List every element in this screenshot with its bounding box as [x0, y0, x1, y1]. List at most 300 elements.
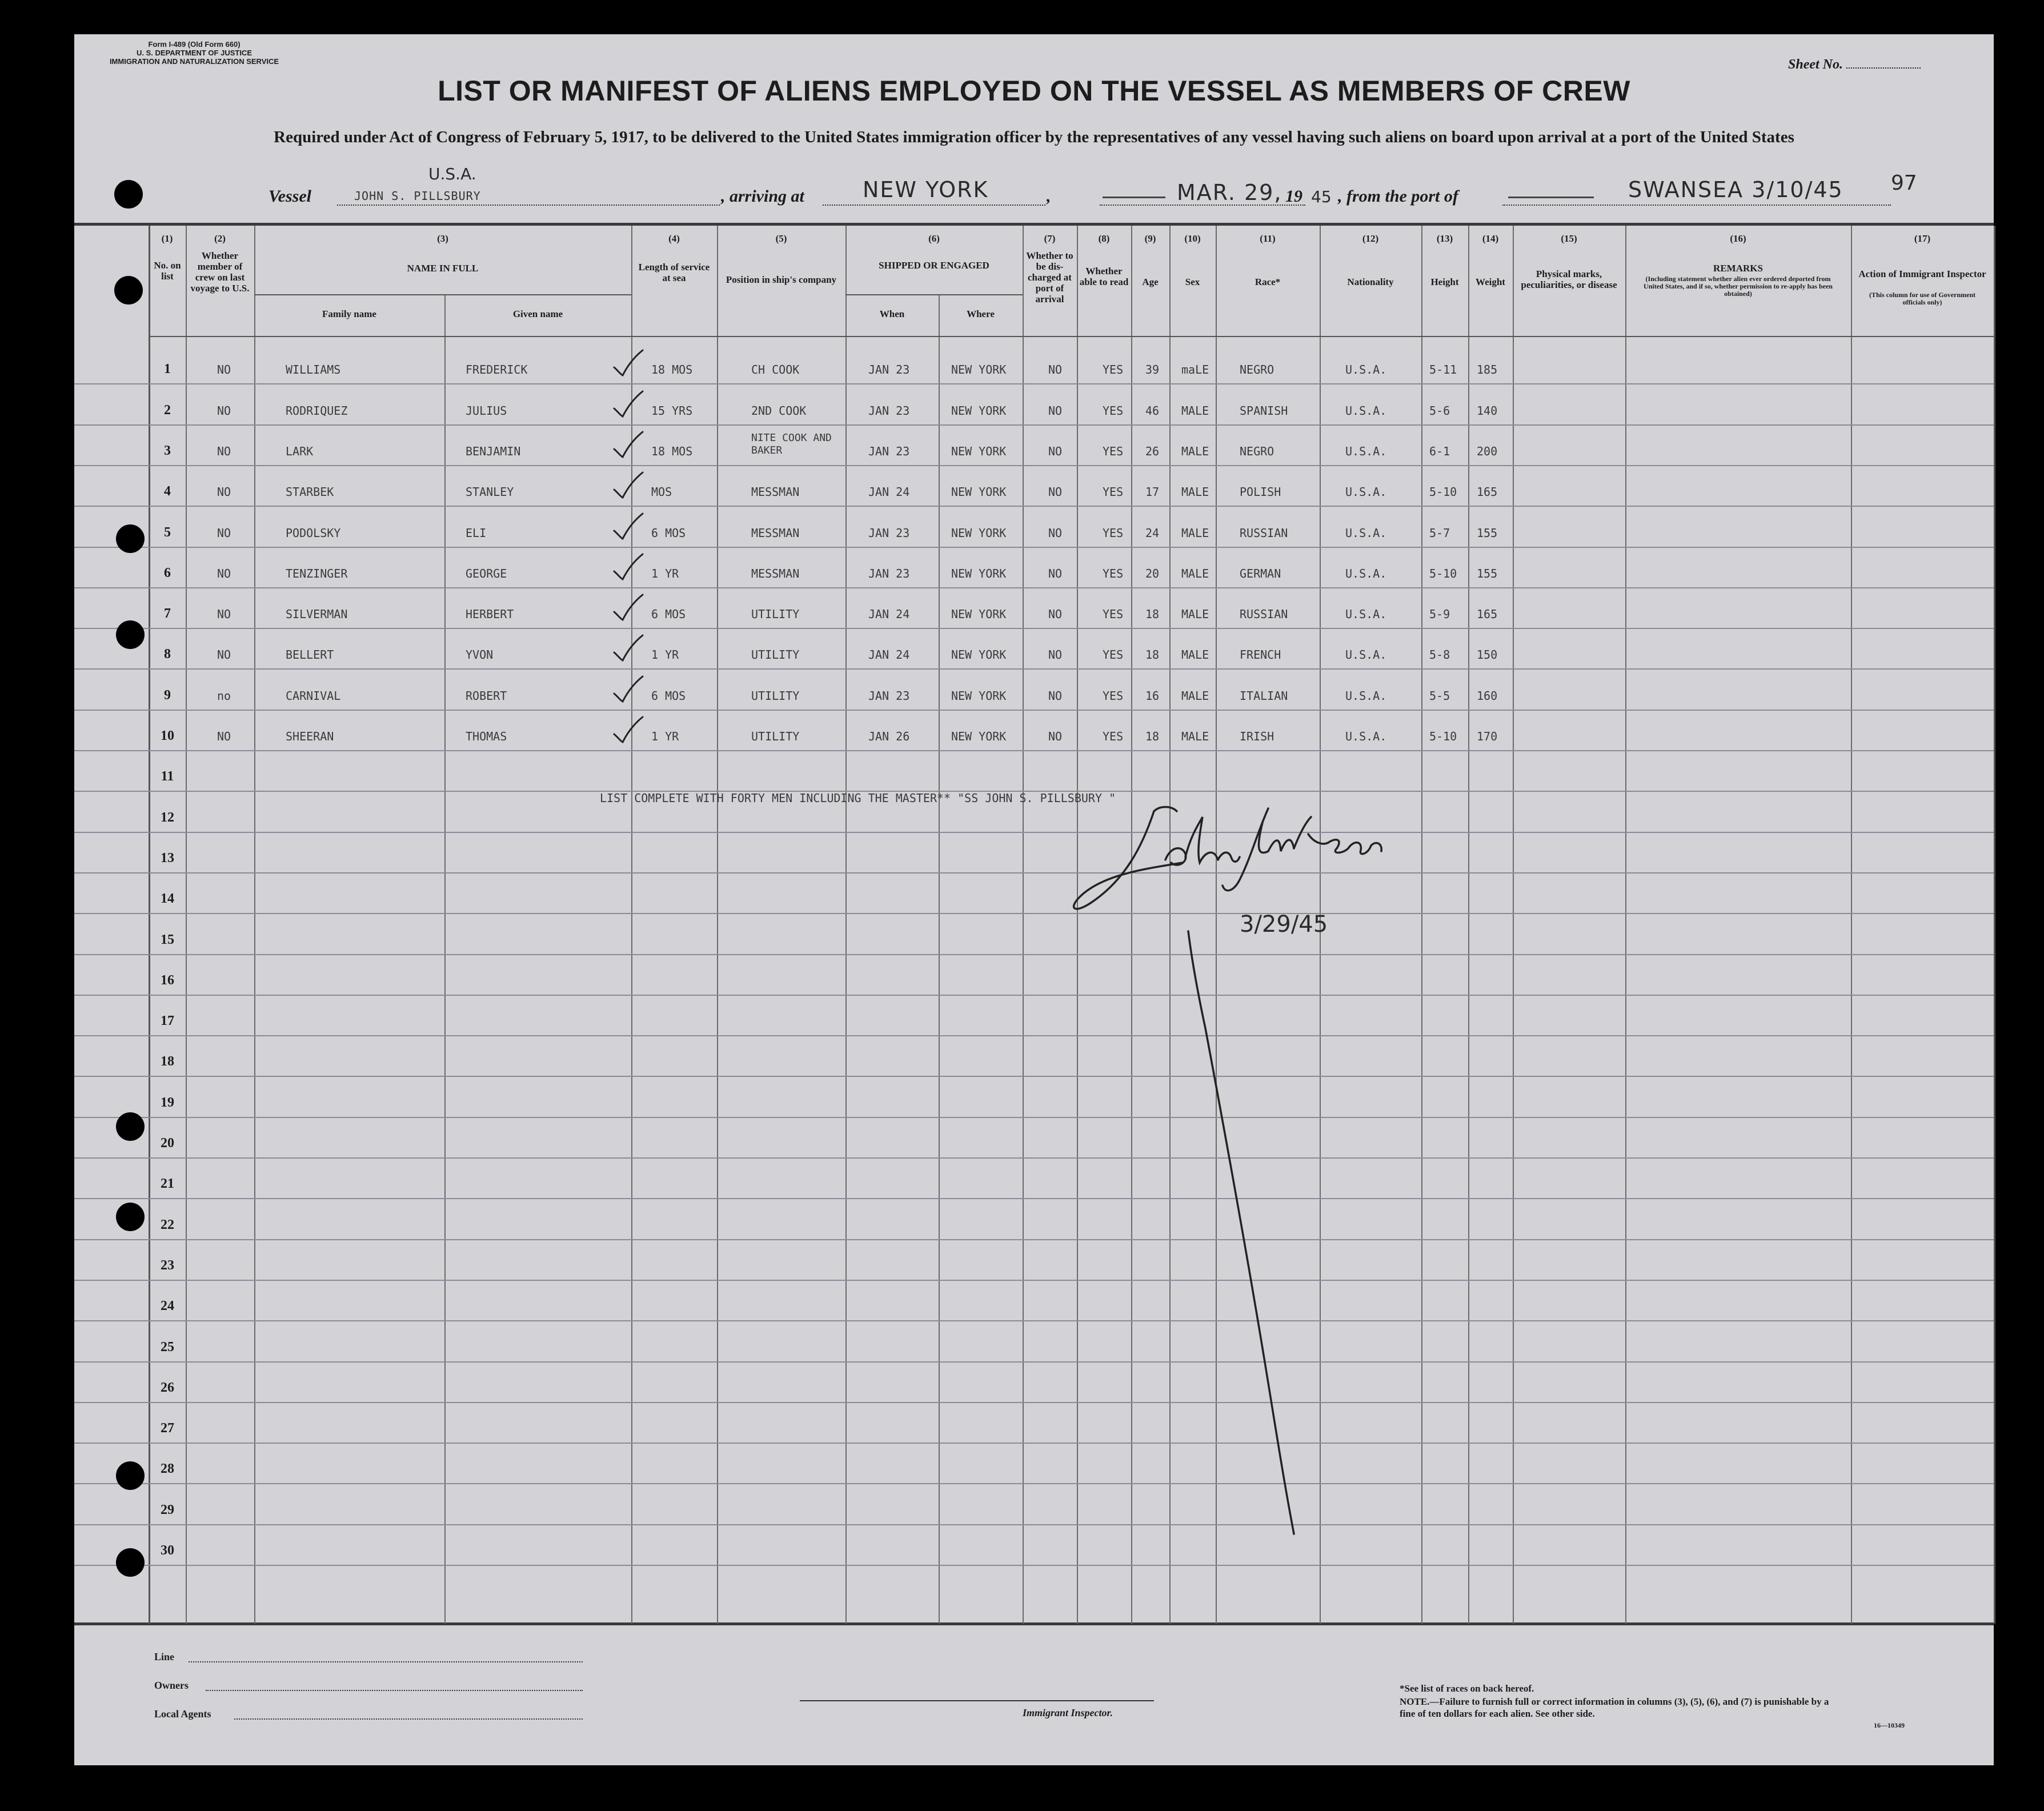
row-rule: [74, 710, 1994, 711]
header-no-on-list: No. on list: [154, 260, 181, 282]
column-divider: [1625, 226, 1626, 1624]
header-action-note: (This column for use of Government officials only): [1869, 291, 1976, 306]
row-number: 5: [164, 524, 171, 540]
row-number: 15: [161, 932, 174, 947]
cell-nationality: U.S.A.: [1345, 730, 1387, 743]
cell-weight: 155: [1477, 526, 1498, 540]
cell-age: 46: [1145, 403, 1160, 418]
cell-race: GERMAN: [1240, 566, 1281, 580]
cell-position: MESSMAN: [751, 526, 800, 540]
row-rule: [74, 1157, 1994, 1159]
cell-given-name: BENJAMIN: [466, 444, 521, 458]
sheet-number-field: [1788, 57, 1921, 73]
cell-weight: 150: [1477, 648, 1498, 662]
document-title: LIST OR MANIFEST OF ALIENS EMPLOYED ON THE VESSEL AS MEMBERS OF CREW: [438, 75, 1630, 107]
cell-family-name: RODRIQUEZ: [286, 403, 348, 418]
cell-nationality: U.S.A.: [1345, 566, 1387, 580]
department-name: U. S. DEPARTMENT OF JUSTICE: [137, 49, 252, 57]
row-number: 14: [161, 891, 174, 907]
owners-label: Owners: [154, 1680, 189, 1691]
cell-length-of-service: 6 MOS: [651, 526, 686, 540]
row-number: 27: [161, 1421, 174, 1436]
cell-shipped-when: JAN 24: [868, 648, 910, 662]
header-sex: Sex: [1185, 277, 1200, 287]
column-divider: [254, 226, 255, 1624]
row-number: 21: [161, 1176, 174, 1192]
name-header-divider: [254, 294, 631, 295]
owners-field-line: [206, 1690, 583, 1691]
service-name: IMMIGRATION AND NATURALIZATION SERVICE: [109, 57, 279, 66]
inspector-signature-line: [800, 1700, 1154, 1701]
row-rule: [74, 750, 1994, 751]
cell-crew-last-voyage: NO: [217, 730, 231, 743]
vessel-label: Vessel: [268, 187, 311, 206]
cell-family-name: STARBEK: [286, 485, 334, 499]
cell-able-to-read: YES: [1103, 363, 1124, 377]
cell-race: POLISH: [1240, 485, 1281, 499]
cell-crew-last-voyage: NO: [217, 526, 231, 540]
cell-given-name: HERBERT: [466, 607, 514, 622]
column-number: (1): [161, 233, 173, 244]
row-rule: [74, 872, 1994, 874]
comma-separator: ,: [1047, 187, 1051, 206]
cell-position: MESSMAN: [751, 566, 800, 580]
column-number: (4): [668, 233, 680, 244]
row-number: 6: [164, 565, 171, 580]
column-divider: [939, 294, 940, 1624]
row-number: 29: [161, 1502, 174, 1517]
cell-race: NEGRO: [1240, 363, 1275, 377]
cell-height: 5-10: [1429, 730, 1457, 743]
cell-discharged: NO: [1048, 566, 1063, 580]
cell-given-name: STANLEY: [466, 485, 514, 499]
cell-given-name: GEORGE: [466, 566, 507, 580]
column-divider: [1023, 226, 1024, 1624]
cell-given-name: JULIUS: [466, 403, 507, 418]
cell-able-to-read: YES: [1103, 526, 1124, 540]
check-mark-icon: [611, 553, 646, 582]
cell-sex: MALE: [1181, 607, 1209, 622]
cell-race: SPANISH: [1240, 403, 1288, 418]
cell-height: 5-10: [1429, 566, 1457, 580]
cell-shipped-where: NEW YORK: [951, 444, 1007, 458]
header-action-inspector: Action of Immigrant Inspector: [1858, 269, 1986, 279]
cell-shipped-when: JAN 23: [868, 688, 910, 703]
row-rule: [74, 587, 1994, 588]
binder-hole: [116, 1203, 145, 1231]
year-prefix: 19: [1285, 187, 1302, 206]
cell-shipped-when: JAN 23: [868, 566, 910, 580]
row-rule: [74, 1524, 1994, 1525]
header-shipped-engaged: SHIPPED OR ENGAGED: [879, 260, 989, 271]
cell-position: UTILITY: [751, 607, 800, 622]
cell-crew-last-voyage: no: [217, 688, 231, 703]
row-rule: [74, 1361, 1994, 1363]
table-bottom-border: [74, 1622, 1994, 1625]
cell-discharged: NO: [1048, 607, 1063, 622]
row-rule: [74, 1239, 1994, 1240]
header-when: When: [879, 308, 905, 319]
cell-sex: MALE: [1181, 566, 1209, 580]
cell-age: 26: [1145, 444, 1160, 458]
cell-sex: MALE: [1181, 730, 1209, 743]
row-rule: [74, 995, 1994, 996]
cell-position: NITE COOK AND BAKER: [751, 431, 832, 456]
cell-shipped-when: JAN 24: [868, 485, 910, 499]
check-mark-icon: [611, 512, 646, 541]
cell-race: FRENCH: [1240, 648, 1281, 662]
check-mark-icon: [611, 431, 646, 459]
cell-nationality: U.S.A.: [1345, 485, 1387, 499]
row-rule: [74, 1483, 1994, 1484]
cell-weight: 200: [1477, 444, 1498, 458]
row-number: 23: [161, 1257, 174, 1273]
cell-position: CH COOK: [751, 363, 800, 377]
cell-given-name: YVON: [466, 648, 494, 662]
cell-shipped-when: JAN 26: [868, 730, 910, 743]
row-number: 8: [164, 647, 171, 662]
row-rule: [74, 424, 1994, 426]
signature-name: [1183, 803, 1310, 823]
cell-family-name: SILVERMAN: [286, 607, 348, 622]
row-rule: [74, 547, 1994, 548]
cell-sex: MALE: [1181, 403, 1209, 418]
cell-able-to-read: YES: [1103, 403, 1124, 418]
row-rule: [74, 1280, 1994, 1281]
cell-able-to-read: YES: [1103, 730, 1124, 743]
column-number: (10): [1184, 233, 1201, 244]
cell-length-of-service: 15 YRS: [651, 403, 693, 418]
row-rule: [74, 465, 1994, 466]
cell-crew-last-voyage: NO: [217, 444, 231, 458]
row-number: 2: [164, 402, 171, 418]
cell-able-to-read: YES: [1103, 648, 1124, 662]
struck-text-mark: [1103, 197, 1165, 198]
cell-length-of-service: 1 YR: [651, 648, 679, 662]
column-number: (17): [1914, 233, 1931, 244]
row-number: 12: [161, 810, 174, 825]
check-mark-icon: [611, 349, 646, 378]
cell-race: NEGRO: [1240, 444, 1275, 458]
cell-sex: maLE: [1181, 363, 1209, 377]
check-mark-icon: [611, 471, 646, 500]
row-number: 9: [164, 687, 171, 703]
row-number: 25: [161, 1339, 174, 1355]
cell-weight: 170: [1477, 730, 1498, 743]
cell-able-to-read: YES: [1103, 566, 1124, 580]
cell-shipped-where: NEW YORK: [951, 526, 1007, 540]
row-number: 28: [161, 1461, 174, 1477]
check-mark-icon: [611, 716, 646, 744]
check-mark-icon: [611, 675, 646, 704]
cell-shipped-where: NEW YORK: [951, 363, 1007, 377]
cell-discharged: NO: [1048, 688, 1063, 703]
cell-family-name: SHEERAN: [286, 730, 334, 743]
header-family-name: Family name: [322, 308, 376, 319]
column-number: (12): [1362, 233, 1379, 244]
check-mark-icon: [611, 634, 646, 663]
row-number: 19: [161, 1095, 174, 1110]
binder-hole: [116, 524, 145, 553]
cell-shipped-where: NEW YORK: [951, 688, 1007, 703]
from-port-field-line: [1502, 205, 1891, 206]
cell-sex: MALE: [1181, 526, 1209, 540]
cell-age: 18: [1145, 607, 1160, 622]
cell-family-name: TENZINGER: [286, 566, 348, 580]
row-rule: [74, 913, 1994, 914]
column-divider: [1851, 226, 1852, 1624]
column-number: (7): [1044, 233, 1056, 244]
cell-weight: 185: [1477, 363, 1498, 377]
column-number: (15): [1561, 233, 1577, 244]
column-divider: [1994, 226, 1995, 1624]
column-divider: [186, 226, 187, 1624]
check-mark-icon: [611, 390, 646, 419]
cell-height: 5-11: [1429, 363, 1457, 377]
line-label: Line: [154, 1651, 175, 1662]
cell-race: IRISH: [1240, 730, 1275, 743]
row-rule: [74, 1443, 1994, 1444]
cell-height: 5-7: [1429, 526, 1450, 540]
cell-length-of-service: 6 MOS: [651, 607, 686, 622]
row-rule: [74, 1117, 1994, 1118]
cell-family-name: WILLIAMS: [286, 363, 341, 377]
arriving-field-line: [823, 205, 1045, 206]
cell-given-name: ELI: [466, 526, 487, 540]
row-rule: [74, 668, 1994, 670]
cell-weight: 140: [1477, 403, 1498, 418]
row-number: 3: [164, 443, 171, 458]
header-weight: Weight: [1476, 277, 1505, 287]
cell-discharged: NO: [1048, 403, 1063, 418]
column-number: (3): [437, 233, 448, 244]
cell-shipped-where: NEW YORK: [951, 566, 1007, 580]
header-remarks: REMARKS: [1713, 263, 1763, 274]
header-age: Age: [1142, 277, 1159, 287]
row-rule: [74, 832, 1994, 833]
cell-crew-last-voyage: NO: [217, 363, 231, 377]
cell-given-name: ROBERT: [466, 688, 507, 703]
column-number: (9): [1144, 233, 1156, 244]
cell-nationality: U.S.A.: [1345, 363, 1387, 377]
local-agents-field-line: [234, 1718, 583, 1720]
row-number: 26: [161, 1380, 174, 1395]
header-discharged: Whether to be dis-charged at port of arrival: [1026, 250, 1073, 304]
cell-discharged: NO: [1048, 444, 1063, 458]
header-bottom-line: [149, 336, 1994, 337]
vessel-field-line: [337, 205, 720, 206]
binder-hole: [116, 1461, 145, 1490]
from-port-label: , from the port of: [1338, 187, 1458, 206]
form-number: Form I-489 (Old Form 660): [148, 40, 241, 49]
cell-position: 2ND COOK: [751, 403, 807, 418]
column-number: (8): [1098, 233, 1110, 244]
column-divider: [845, 226, 847, 1624]
row-rule: [74, 506, 1994, 507]
cell-age: 18: [1145, 648, 1160, 662]
row-number: 1: [164, 362, 171, 377]
cell-height: 5-9: [1429, 607, 1450, 622]
cell-height: 5-10: [1429, 485, 1457, 499]
row-rule: [74, 1076, 1994, 1077]
binder-hole: [116, 620, 145, 649]
header-length-of-service: Length of service at sea: [638, 262, 710, 283]
cell-shipped-when: JAN 23: [868, 444, 910, 458]
header-crew-last-voyage: Whether member of crew on last voyage to U.S.: [190, 250, 250, 294]
row-number: 10: [161, 728, 174, 743]
cell-family-name: BELLERT: [286, 648, 334, 662]
struck-port-mark: [1508, 197, 1594, 198]
cell-length-of-service: 6 MOS: [651, 688, 686, 703]
page-number: 97: [1891, 171, 1917, 195]
row-rule: [74, 628, 1994, 629]
cell-sex: MALE: [1181, 648, 1209, 662]
cell-family-name: CARNIVAL: [286, 688, 341, 703]
departure-port: SWANSEA 3/10/45: [1628, 177, 1843, 202]
cell-nationality: U.S.A.: [1345, 688, 1387, 703]
cell-age: 39: [1145, 363, 1160, 377]
arrival-year: 45: [1311, 187, 1332, 206]
cell-crew-last-voyage: NO: [217, 566, 231, 580]
races-note: *See list of races on back hereof.: [1400, 1683, 1534, 1694]
arriving-port: NEW YORK: [863, 177, 989, 202]
cell-shipped-when: JAN 23: [868, 526, 910, 540]
cell-age: 17: [1145, 485, 1160, 499]
cell-length-of-service: 1 YR: [651, 566, 679, 580]
cell-shipped-where: NEW YORK: [951, 403, 1007, 418]
cell-height: 5-5: [1429, 688, 1450, 703]
column-number: (6): [928, 233, 940, 244]
column-number: (13): [1436, 233, 1453, 244]
shipped-header-divider: [845, 294, 1023, 295]
header-race: Race*: [1255, 277, 1281, 287]
row-rule: [74, 1402, 1994, 1403]
row-number: 16: [161, 972, 174, 988]
column-divider: [717, 226, 718, 1624]
column-divider: [149, 226, 150, 1624]
column-number: (14): [1482, 233, 1499, 244]
cell-crew-last-voyage: NO: [217, 648, 231, 662]
header-physical-marks: Physical marks, peculiarities, or disease: [1521, 269, 1617, 290]
vessel-name: JOHN S. PILLSBURY: [354, 189, 481, 203]
row-rule: [74, 1198, 1994, 1199]
header-nationality: Nationality: [1347, 277, 1394, 287]
cell-shipped-where: NEW YORK: [951, 485, 1007, 499]
row-number: 30: [161, 1543, 174, 1558]
arrival-date: MAR. 29,: [1177, 180, 1282, 205]
cell-weight: 165: [1477, 485, 1498, 499]
cell-position: UTILITY: [751, 648, 800, 662]
form-identifier: [109, 40, 280, 66]
cell-position: UTILITY: [751, 730, 800, 743]
row-number: 20: [161, 1136, 174, 1151]
cell-race: RUSSIAN: [1240, 607, 1288, 622]
cell-weight: 165: [1477, 607, 1498, 622]
cell-given-name: FREDERICK: [466, 363, 528, 377]
cell-sex: MALE: [1181, 485, 1209, 499]
cell-nationality: U.S.A.: [1345, 607, 1387, 622]
cell-height: 5-8: [1429, 648, 1450, 662]
row-number: 7: [164, 606, 171, 622]
cell-position: UTILITY: [751, 688, 800, 703]
cell-crew-last-voyage: NO: [217, 485, 231, 499]
cell-discharged: NO: [1048, 648, 1063, 662]
signature-date: 3/29/45: [1240, 911, 1328, 937]
penalty-note: NOTE.—Failure to furnish full or correct information in columns (3), (5), (6), and (7) is punishable by a fine of ten dollars for each alien. See other side.: [1400, 1696, 1829, 1719]
cell-age: 16: [1145, 688, 1160, 703]
cell-height: 6-1: [1429, 444, 1450, 458]
column-number: (2): [214, 233, 226, 244]
cell-nationality: U.S.A.: [1345, 526, 1387, 540]
cell-length-of-service: 1 YR: [651, 730, 679, 743]
cell-shipped-when: JAN 24: [868, 607, 910, 622]
check-mark-icon: [611, 594, 646, 622]
document-subtitle: Required under Act of Congress of February 5, 1917, to be delivered to the United States immigration officer by the representatives of any vessel having such aliens on board upon arrival at a port of the United States: [274, 128, 1794, 146]
cell-race: ITALIAN: [1240, 688, 1288, 703]
header-given-name: Given name: [512, 308, 563, 319]
cell-nationality: U.S.A.: [1345, 648, 1387, 662]
cell-shipped-when: JAN 23: [868, 363, 910, 377]
cell-family-name: LARK: [286, 444, 314, 458]
print-code: 16—10349: [1874, 1721, 1905, 1729]
binder-hole: [114, 180, 143, 209]
header-remarks-note: (Including statement whether alien ever ordered deported from United States, and if so, whether permission to re-apply has been obtained): [1644, 275, 1833, 298]
cell-family-name: PODOLSKY: [286, 526, 341, 540]
row-rule: [74, 1565, 1994, 1566]
header-name-in-full: NAME IN FULL: [407, 263, 479, 274]
cell-nationality: U.S.A.: [1345, 444, 1387, 458]
cell-able-to-read: YES: [1103, 688, 1124, 703]
cell-crew-last-voyage: NO: [217, 403, 231, 418]
cell-sex: MALE: [1181, 688, 1209, 703]
cell-age: 18: [1145, 730, 1160, 743]
binder-hole: [116, 1548, 145, 1577]
row-number: 24: [161, 1299, 174, 1314]
row-rule: [74, 954, 1994, 955]
cell-shipped-where: NEW YORK: [951, 730, 1007, 743]
cell-able-to-read: YES: [1103, 485, 1124, 499]
table-top-border: [74, 223, 1994, 226]
row-number: 22: [161, 1217, 174, 1232]
cell-nationality: U.S.A.: [1345, 403, 1387, 418]
cell-age: 20: [1145, 566, 1160, 580]
cell-length-of-service: 18 MOS: [651, 363, 693, 377]
binder-hole: [116, 1112, 145, 1141]
row-rule: [74, 383, 1994, 384]
row-number: 17: [161, 1013, 174, 1029]
header-able-to-read: Whether able to read: [1079, 266, 1129, 287]
line-field-line: [189, 1661, 583, 1662]
header-height: Height: [1430, 277, 1459, 287]
cell-height: 5-6: [1429, 403, 1450, 418]
cell-able-to-read: YES: [1103, 607, 1124, 622]
sheet-number-blank: [1846, 67, 1921, 69]
row-number: 18: [161, 1054, 174, 1069]
cell-discharged: NO: [1048, 363, 1063, 377]
row-rule: [74, 1320, 1994, 1321]
sheet-number-label: Sheet No.: [1788, 57, 1843, 72]
list-complete-note: LIST COMPLETE WITH FORTY MEN INCLUDING THE MASTER** "SS JOHN S. PILLSBURY ": [600, 791, 1116, 805]
column-number: (5): [775, 233, 787, 244]
immigrant-inspector-label: Immigrant Inspector.: [1023, 1707, 1113, 1718]
column-divider: [444, 294, 446, 1624]
cell-position: MESSMAN: [751, 485, 800, 499]
cell-length-of-service: MOS: [651, 485, 672, 499]
manifest-sheet: [74, 34, 1994, 1765]
cell-discharged: NO: [1048, 730, 1063, 743]
cell-crew-last-voyage: NO: [217, 607, 231, 622]
column-number: (11): [1260, 233, 1276, 244]
